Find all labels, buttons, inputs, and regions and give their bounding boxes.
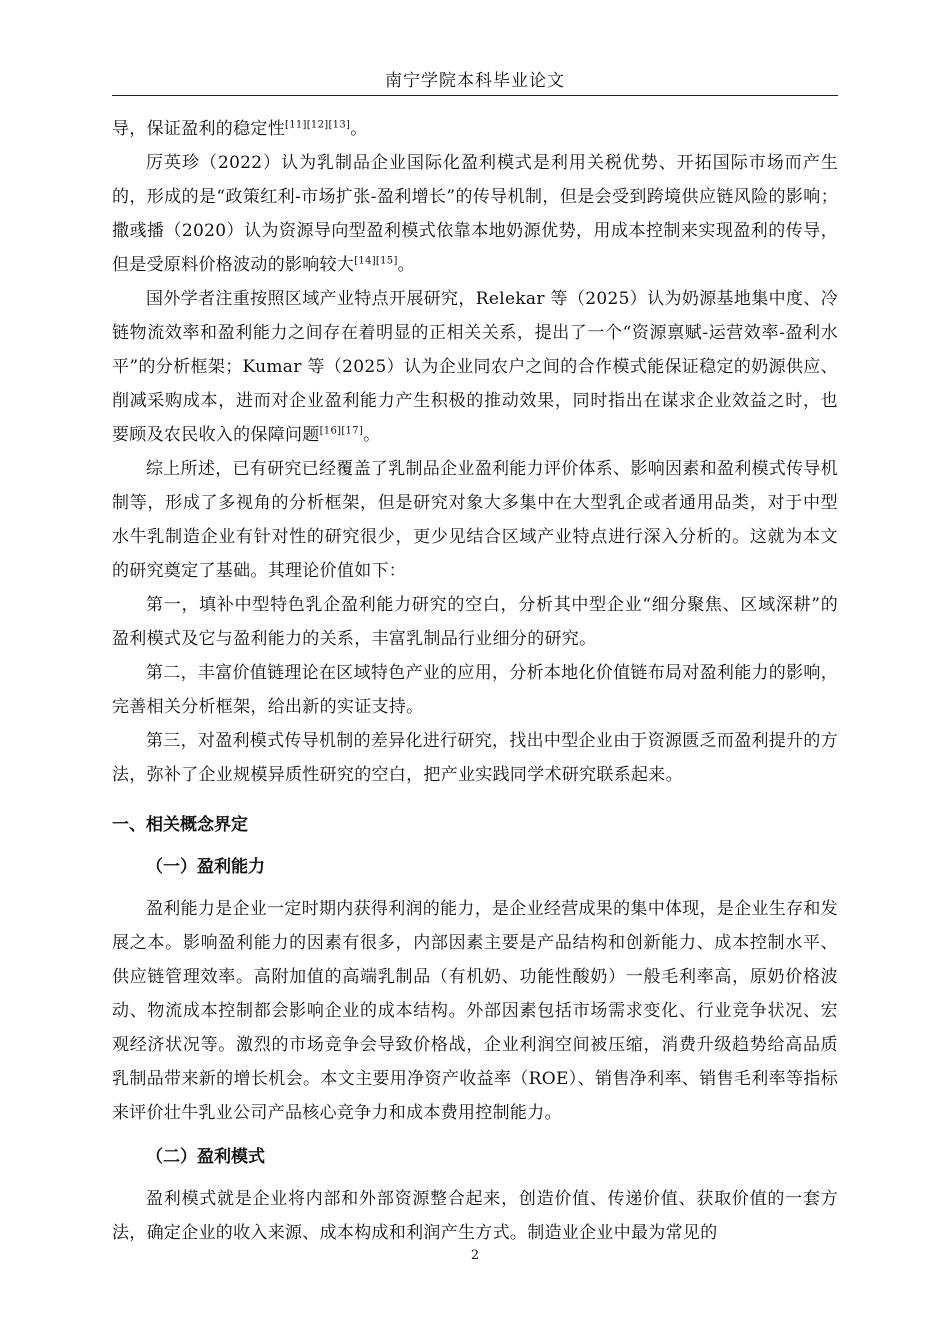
paragraph-text: 导，保证盈利的稳定性	[112, 119, 285, 139]
paragraph-foreign-scholars	[112, 282, 838, 452]
header-divider	[112, 95, 838, 96]
paragraph-value-first: 第一，填补中型特色乳企盈利能力研究的空白，分析其中型企业“细分聚焦、区域深耕”的盈利模式及它与盈利能力的关系，丰富乳制品行业细分的研究。	[112, 595, 838, 649]
citation: [14][15]	[354, 255, 398, 267]
page-number: 2	[470, 1248, 480, 1263]
paragraph-value-second: 第二，丰富价值链理论在区域特色产业的应用，分析本地化价值链布局对盈利能力的影响，完善相关分析框架，给出新的实证支持。	[112, 663, 838, 717]
paragraph-li-yingzhen	[112, 146, 838, 282]
paragraph-profit-model: 盈利模式就是企业将内部和外部资源整合起来，创造价值、传递价值、获取价值的一套方法，确定企业的收入来源、成本构成和利润产生方式。制造业企业中最为常见的	[112, 1189, 838, 1243]
paragraph-profitability: 盈利能力是企业一定时期内获得利润的能力，是企业经营成果的集中体现，是企业生存和发展之本。影响盈利能力的因素有很多，内部因素主要是产品结构和创新能力、成本控制水平、供应链管理效率。高附加值的高端乳制品（有机奶、功能性酸奶）一般毛利率高，原奶价格波动、物流成本控制都会影响企业的成本结构。外部因素包括市场需求变化、行业竞争状况、宏观经济状况等。激烈的市场竞争会导致价格战，企业利润空间被压缩，消费升级趋势给高品质乳制品带来新的增长机会。本文主要用净资产收益率（ROE）、销售净利率、销售毛利率等指标来评价壮牛乳业公司产品核心竞争力和成本费用控制能力。	[112, 899, 838, 1123]
paragraph-tail: 。	[350, 119, 368, 139]
citation: [11][12][13]	[285, 119, 351, 131]
paragraph-tail: 。	[363, 425, 381, 445]
paragraph-summary: 综上所述，已有研究已经覆盖了乳制品企业盈利能力评价体系、影响因素和盈利模式传导机制等，形成了多视角的分析框架，但是研究对象大多集中在大型乳企或者通用品类，对于中型水牛乳制造企业有针对性的研究很少，更少见结合区域产业特点进行深入分析的。这就为本文的研究奠定了基础。其理论价值如下：	[112, 459, 838, 581]
paragraph-continuation	[112, 112, 838, 146]
page-header-title: 南宁学院本科毕业论文	[385, 71, 565, 91]
section-heading-concepts: 一、相关概念界定	[112, 815, 248, 835]
paragraph-text: 厉英珍（2022）认为乳制品企业国际化盈利模式是利用关税优势、开拓国际市场而产生的，形成的是“政策红利-市场扩张-盈利增长”的传导机制，但是会受到跨境供应链风险的影响；撒彧播（2020）认为资源导向型盈利模式依靠本地奶源优势，用成本控制来实现盈利的传导，但是受原料价格波动的影响较大	[112, 153, 838, 275]
citation: [16][17]	[319, 425, 364, 437]
paragraph-tail: 。	[397, 255, 415, 275]
paragraph-text: 国外学者注重按照区域产业特点开展研究，Relekar 等（2025）认为奶源基地集中度、冷链物流效率和盈利能力之间存在着明显的正相关关系，提出了一个“资源禀赋-运营效率-盈利水平”的分析框架；Kumar 等（2025）认为企业同农户之间的合作模式能保证稳定的奶源供应、削减采购成本，进而对企业盈利能力产生积极的推动效果，同时指出在谋求企业效益之时，也要顾及农民收入的保障问题	[112, 289, 838, 445]
paragraph-value-third: 第三，对盈利模式传导机制的差异化进行研究，找出中型企业由于资源匮乏而盈利提升的方法，弥补了企业规模异质性研究的空白，把产业实践同学术研究联系起来。	[112, 731, 838, 785]
page-body	[112, 112, 838, 1250]
subsection-heading-profitability: （一）盈利能力	[146, 857, 265, 877]
subsection-heading-profit-model: （二）盈利模式	[146, 1147, 265, 1167]
